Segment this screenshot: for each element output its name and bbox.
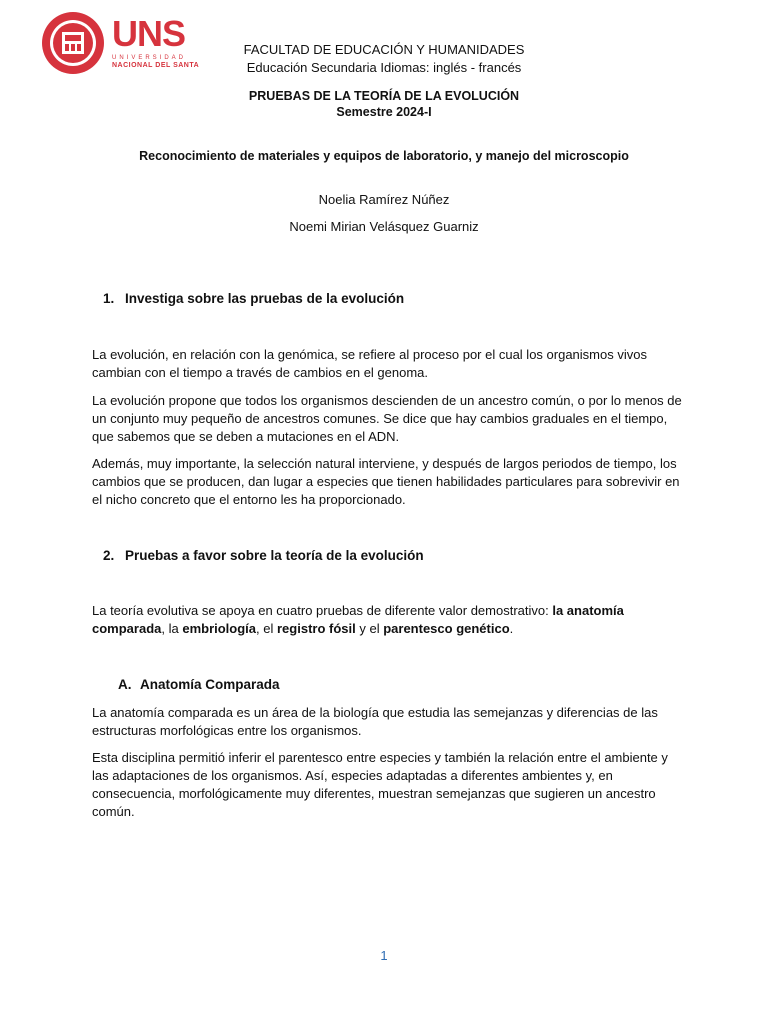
intro-text-1: La teoría evolutiva se apoya en cuatro pruebas de diferente valor demostrativo: xyxy=(92,603,553,618)
logo-abbrev: UNS xyxy=(112,13,186,54)
intro-text-3: , el xyxy=(256,621,277,636)
faculty-name: FACULTAD DE EDUCACIÓN Y HUMANIDADES xyxy=(243,42,525,57)
logo-line-1: UNIVERSIDAD xyxy=(112,55,187,61)
section-1-title: Investiga sobre las pruebas de la evolución xyxy=(125,291,405,306)
term-embryology: embriología xyxy=(182,621,257,636)
term-genetic-kinship: parentesco genético xyxy=(383,621,510,636)
program-name: Educación Secundaria Idiomas: inglés - francés xyxy=(246,60,522,75)
intro-text-5: . xyxy=(509,621,514,636)
page-number: 1 xyxy=(380,948,388,963)
subsection-a-letter: A. xyxy=(118,677,132,692)
subsection-a-paragraph-2: Esta disciplina permitió inferir el parentesco entre especies y también la relación entre el ambiente y las adaptaciones de los organismos. Así, especies adaptadas a diferentes ambientes y, en consecuencia, morfológicamente muy diferentes, muestran semejanzas que sugieren un ancestro común. xyxy=(92,750,668,819)
subsection-a-title: Anatomía Comparada xyxy=(140,677,280,692)
section-2-intro xyxy=(92,602,682,638)
section-1-paragraph-2: La evolución propone que todos los organismos descienden de un ancestro común, o por lo menos de un conjunto muy pequeño de ancestros comunes. Se dice que hay cambios graduales en el tiempo, que sabemos que se deben a mutaciones en el ADN. xyxy=(92,393,682,444)
intro-text-2: , la xyxy=(161,621,183,636)
subsection-a-paragraph-1: La anatomía comparada es un área de la biología que estudia las semejanzas y diferencias de las estructuras morfológicas entre los organismos. xyxy=(92,705,658,738)
section-2-number: 2. xyxy=(103,548,115,563)
document-title: PRUEBAS DE LA TEORÍA DE LA EVOLUCIÓN xyxy=(248,89,520,103)
author-2: Noemi Mirian Velásquez Guarniz xyxy=(289,219,479,234)
section-1-heading xyxy=(103,291,404,307)
term-fossil-record: registro fósil xyxy=(277,621,356,636)
section-1-paragraph-3: Además, muy importante, la selección natural interviene, y después de largos periodos de tiempo, los cambios que se producen, dan lugar a especies que tienen habilidades particulares para sobrevivir en el nicho concreto que el entorno les ha proporcionado. xyxy=(92,456,680,507)
semester: Semestre 2024-I xyxy=(336,105,432,119)
intro-text-4: y el xyxy=(355,621,384,636)
logo-line-2: NACIONAL DEL SANTA xyxy=(112,62,200,69)
author-1: Noelia Ramírez Núñez xyxy=(318,192,450,207)
section-2-heading xyxy=(103,548,424,564)
term-comparative-anatomy: la anatomía comparada xyxy=(92,603,624,636)
section-2-title: Pruebas a favor sobre la teoría de la evolución xyxy=(125,548,424,563)
subsection-a-heading xyxy=(118,677,280,693)
topic-title: Reconocimiento de materiales y equipos de laboratorio, y manejo del microscopio xyxy=(139,149,629,163)
section-1-number: 1. xyxy=(103,291,115,306)
section-1-paragraph-1: La evolución, en relación con la genómica, se refiere al proceso por el cual los organismos vivos cambian con el tiempo a través de cambios en el genoma. xyxy=(92,347,647,380)
